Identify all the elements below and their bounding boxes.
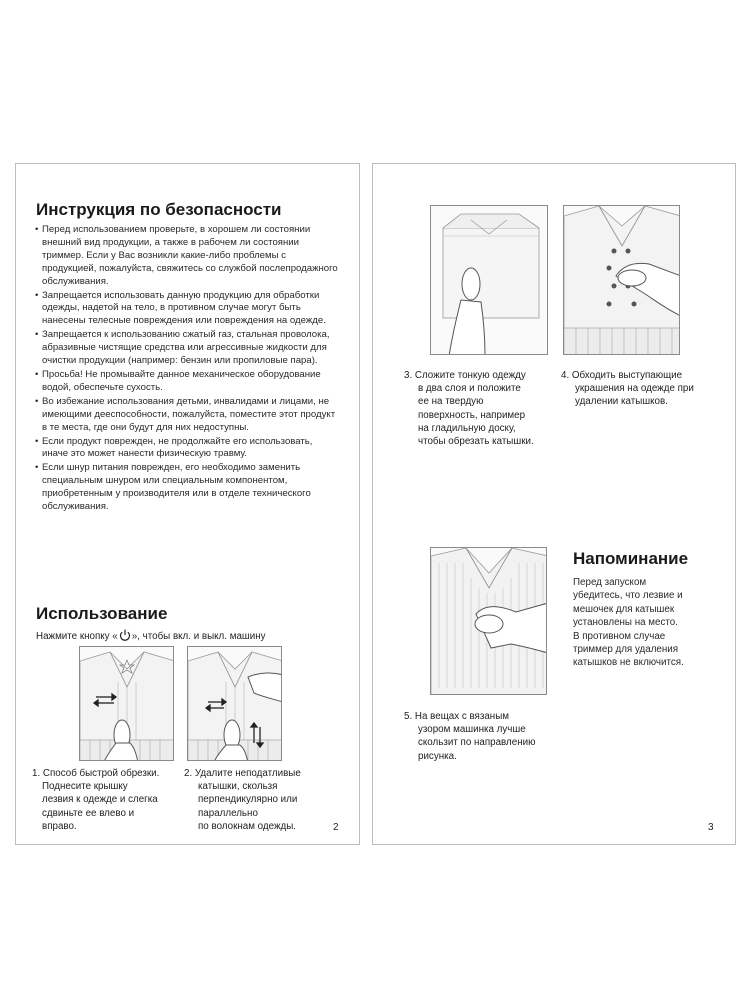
safety-list	[36, 224, 341, 515]
step-5-line: На вещах с вязаным	[414, 711, 509, 722]
reminder-line: убедитесь, что лезвие и	[573, 590, 683, 602]
illustration-stubborn-pills	[187, 646, 282, 761]
illustration-quick-trim	[79, 646, 174, 761]
safety-item: • Просьба! Не промывайте данное механическое оборудование водой, обеспечьте сухость.	[36, 369, 341, 395]
step-3-line: ее на твердую	[418, 396, 484, 408]
illustration-avoid-decorations	[563, 205, 680, 355]
step-5	[404, 710, 535, 763]
step-4-line: украшения на одежде при	[575, 383, 694, 395]
step-4-line: Обходить выступающие	[571, 370, 683, 381]
step-5-line: узором машинка лучше	[418, 724, 526, 736]
step-3-line: на гладильную доску,	[418, 422, 516, 434]
safety-item: • Перед использованием проверьте, в хорошем ли состоянии внешний вид продукции, а также в рабочем ли состоянии триммер. Если у Вас возникли какие-либо проблемы с продукцией, пожалуйста, свяжитесь со службой послепродажного обслуживания.	[36, 224, 341, 289]
step-4	[561, 369, 694, 409]
reminder-line: катышков не включится.	[573, 657, 684, 669]
reminder-line: триммер для удаления	[573, 644, 679, 656]
page-number: 2	[333, 822, 339, 833]
step-3-line: в два слоя и положите	[418, 383, 521, 395]
manual-page-right	[372, 163, 736, 845]
safety-item: • Запрещается к использованию сжатый газ, стальная проволока, абразивные чистящие средства или агрессивные жидкости для очистки продукции (например: бензин или пропиловые пара).	[36, 329, 341, 368]
step-4-number: 4.	[561, 370, 570, 381]
step-1-line: лезвия к одежде и слегка	[42, 794, 158, 806]
step-5-line: скользит по направлению	[418, 737, 536, 749]
power-button-note	[36, 629, 266, 642]
step-1-line: сдвиньте ее влево и	[42, 807, 135, 819]
step-2-line: параллельно	[198, 807, 258, 819]
manual-page-left	[15, 163, 360, 845]
step-2	[184, 767, 301, 833]
reminder-line: В противном случае	[573, 630, 666, 642]
step-5-number: 5.	[404, 711, 413, 722]
usage-title: Использование	[36, 604, 168, 623]
safety-item: • Запрещается использовать данную продукцию для обработки одежды, надетой на тело, в противном случае могут быть нанесены телесные повреждения или повреждения на одежде.	[36, 290, 341, 329]
power-note-after: », чтобы вкл. и выкл. машину	[131, 631, 266, 642]
step-1-line: вправо.	[42, 820, 77, 832]
page-number: 3	[708, 822, 714, 833]
step-3-number: 3.	[404, 370, 413, 381]
step-5-line: рисунка.	[418, 750, 457, 762]
reminder-line: Перед запуском	[573, 577, 647, 588]
step-2-line: по волокнам одежды.	[198, 820, 297, 832]
illustration-knit-pattern	[430, 547, 547, 695]
step-2-line: перпендикулярно или	[198, 794, 298, 806]
step-3-line: чтобы обрезать катышки.	[418, 436, 534, 448]
reminder-line: установлены на место.	[573, 617, 678, 629]
step-3	[404, 369, 534, 448]
illustration-fold-clothes	[430, 205, 548, 355]
step-3-line: поверхность, например	[418, 409, 526, 421]
safety-item: • Во избежание использования детьми, инвалидами и лицами, не имеющими дееспособности, пожалуйста, поместите этот продукт в те места, где они будут для них недоступны.	[36, 396, 341, 435]
step-3-line: Сложите тонкую одежду	[414, 370, 526, 381]
step-1	[32, 767, 159, 833]
reminder-text	[573, 576, 684, 670]
safety-title: Инструкция по безопасности	[36, 200, 282, 219]
power-note-before: Нажмите кнопку «	[36, 631, 118, 642]
step-1-number: 1.	[32, 768, 41, 779]
reminder-line: мешочек для катышек	[573, 603, 675, 615]
safety-item: • Если шнур питания поврежден, его необходимо заменить специальным шнуром или специальным компонентом, приобретенным у производителя или в отделе технического обслуживания.	[36, 462, 341, 514]
step-2-line: катышки, скользя	[198, 781, 278, 793]
step-2-line: Удалите неподатливые	[194, 768, 301, 779]
safety-item: • Если продукт поврежден, не продолжайте его использовать, иначе это может нанести физическую травму.	[36, 436, 341, 462]
step-1-line: Способ быстрой обрезки.	[42, 768, 160, 779]
step-2-number: 2.	[184, 768, 193, 779]
power-icon	[118, 629, 132, 641]
step-1-line: Поднесите крышку	[42, 781, 128, 793]
reminder-title: Напоминание	[573, 549, 689, 568]
step-4-line: удалении катышков.	[575, 396, 668, 408]
